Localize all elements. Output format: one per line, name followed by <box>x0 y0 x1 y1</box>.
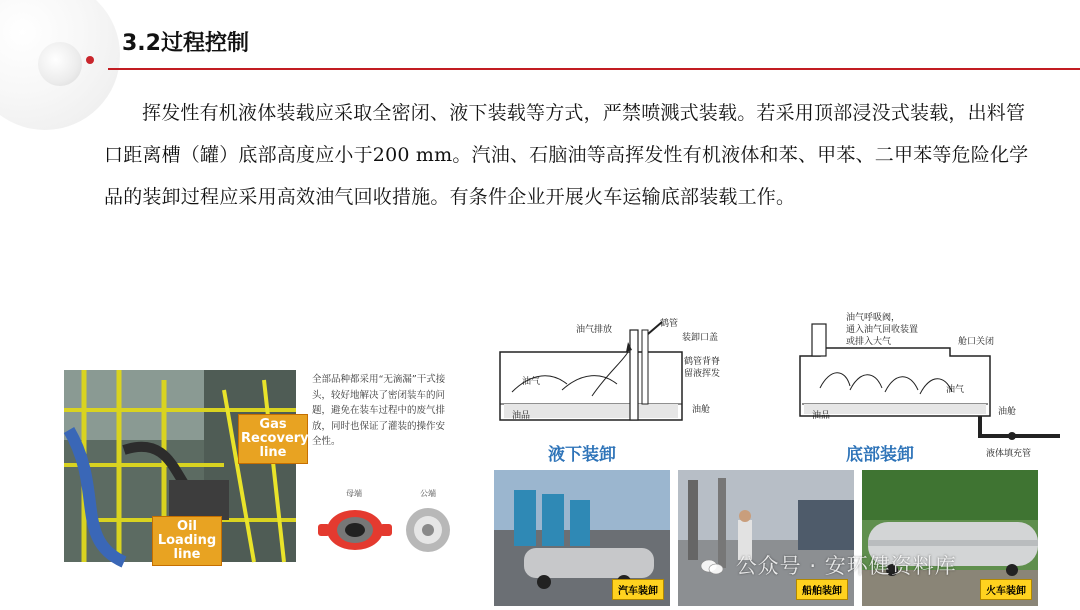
label-vapor-b: 油气 <box>946 385 965 395</box>
label-vent: 油气排放 <box>576 325 613 335</box>
watermark <box>700 550 957 580</box>
gas-recovery-label: Gas Recovery line <box>238 414 308 464</box>
label-fill-pipe: 液体填充管 <box>986 449 1032 459</box>
label-breather-2: 通入油气回收装置 <box>846 325 919 335</box>
label-tank-b: 油舱 <box>998 407 1017 417</box>
coupling-note: 全部品种都采用“无滴漏”干式接头，较好地解决了密闭装车的问题，避免在装车过程中的废气排放，同时也保证了灌装的操作安全性。 <box>312 374 446 447</box>
slide-title: 3.2过程控制 <box>122 31 249 56</box>
label-product-b: 油品 <box>812 411 831 421</box>
title-underline <box>108 68 1080 70</box>
coupling-images <box>310 478 460 564</box>
dry-coupling-illustration <box>310 478 460 564</box>
train-loading-photo <box>862 470 1038 606</box>
coupling-male-label: 公端 <box>420 489 436 498</box>
label-backflow-1: 鹤管背脊 <box>684 357 721 367</box>
label-breather-3: 或排入大气 <box>846 337 892 347</box>
bottom-tank-drawing <box>790 308 1070 458</box>
label-tank: 油舱 <box>692 405 711 415</box>
loading-platform-photo <box>64 370 309 562</box>
caption-bottom: 底部装卸 <box>846 445 914 465</box>
label-product: 油品 <box>512 411 531 421</box>
label-cover: 装卸口盖 <box>682 333 719 343</box>
body-paragraph: 挥发性有机液体装载应采取全密闭、液下装载等方式，严禁喷溅式装载。若采用顶部浸没式装载，出料管口距离槽（罐）底部高度应小于200 mm。汽油、石脑油等高挥发性有机液体和苯、甲苯、二甲苯等危险化学品的装卸过程应采用高效油气回收措施。有条件企业开展火车运输底部装载工作。 <box>104 102 1029 208</box>
watermark-text: 公众号 · 安环健资料库 <box>735 554 957 578</box>
label-vapor: 油气 <box>522 377 541 387</box>
label-breather-1: 油气呼吸阀， <box>846 313 901 323</box>
label-hatch: 舱口关闭 <box>958 337 995 347</box>
submerged-loading-diagram <box>492 312 764 440</box>
caption-ship: 船舶装卸 <box>796 579 848 600</box>
truck-loading-photo <box>494 470 670 606</box>
wechat-icon <box>700 558 724 576</box>
decorative-circle-small <box>38 42 82 86</box>
caption-train: 火车装卸 <box>980 579 1032 600</box>
label-backflow-2: 留液挥发 <box>684 369 721 379</box>
bottom-loading-diagram <box>790 308 1070 458</box>
label-crane-pipe: 鹤管 <box>660 319 679 329</box>
decorative-red-dot <box>86 56 94 64</box>
caption-submerged: 液下装卸 <box>548 445 616 465</box>
coupling-female-label: 母端 <box>346 489 362 498</box>
caption-truck: 汽车装卸 <box>612 579 664 600</box>
ship-loading-photo <box>678 470 854 606</box>
oil-loading-label: Oil Loading line <box>152 516 222 566</box>
